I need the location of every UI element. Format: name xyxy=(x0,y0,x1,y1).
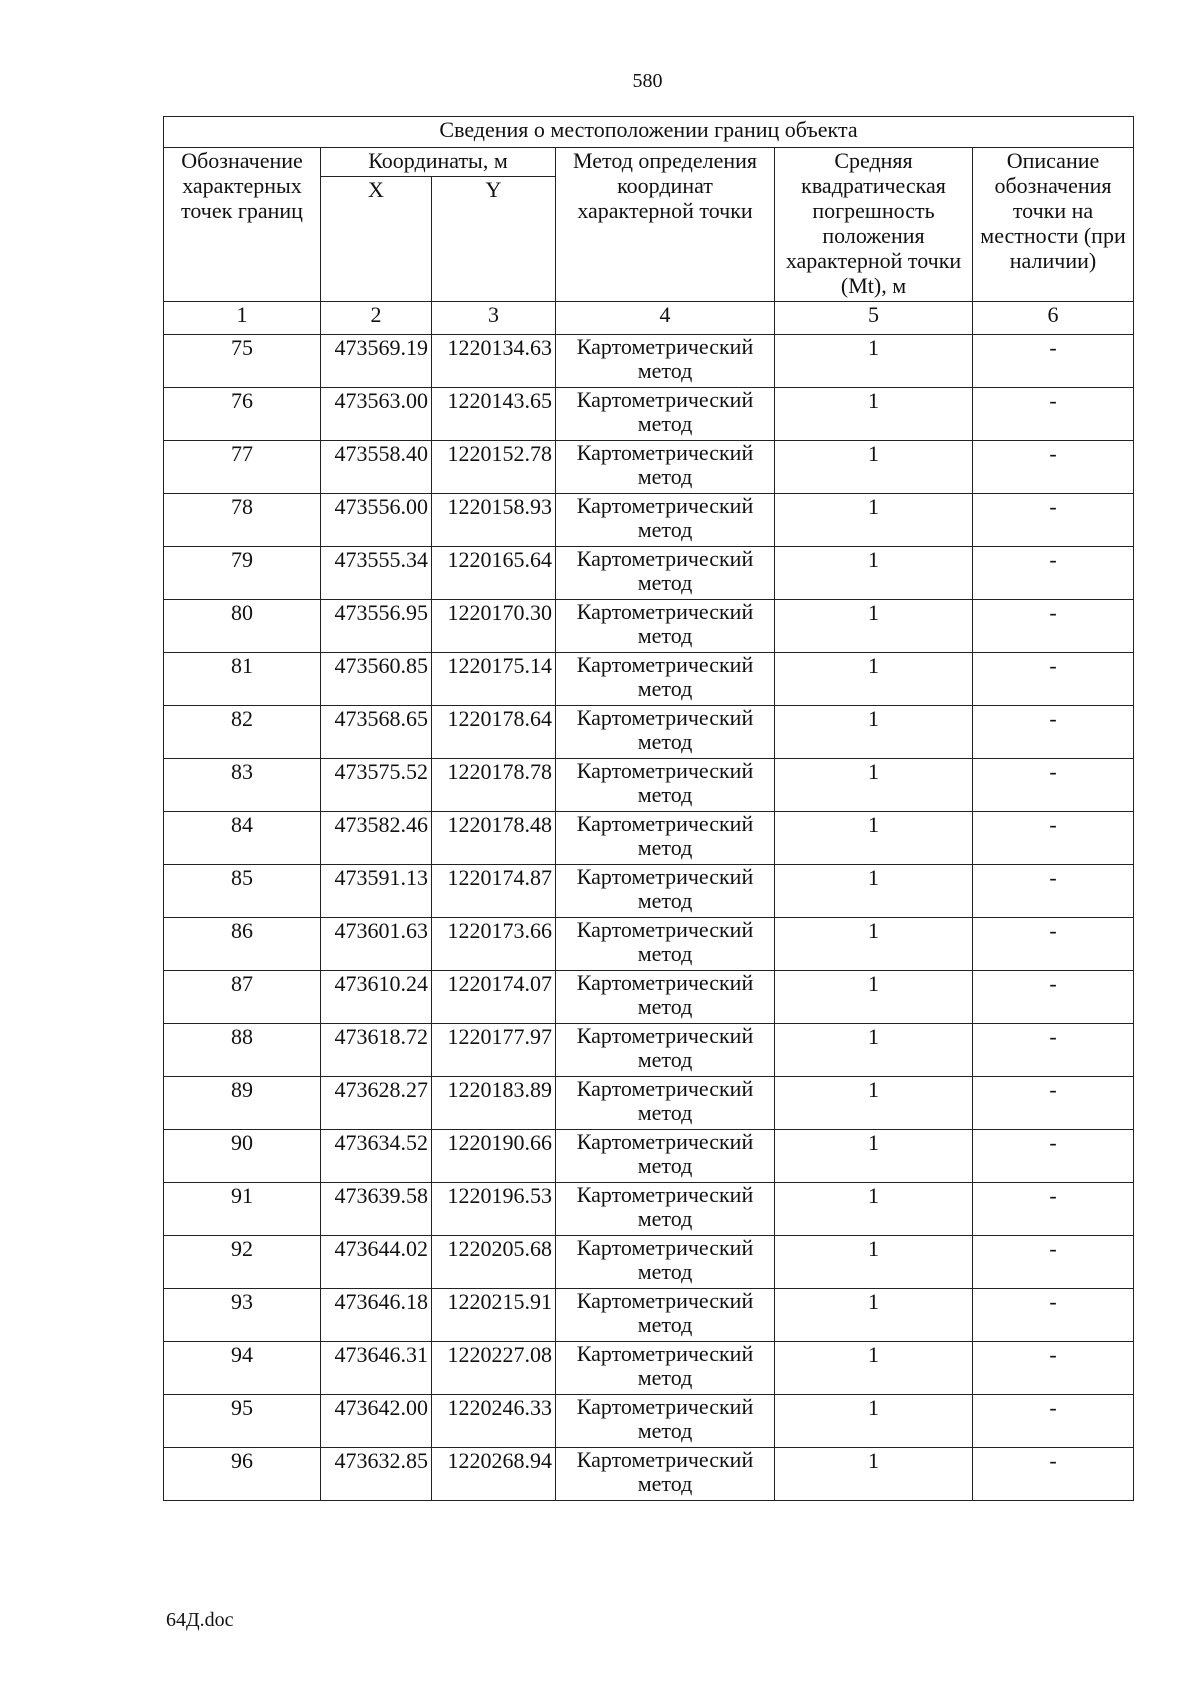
table-row xyxy=(164,759,1134,812)
point-id-cell: 89 xyxy=(164,1077,321,1130)
table-row xyxy=(164,547,1134,600)
y-coordinate-cell: 1220158.93 xyxy=(432,494,556,547)
description-cell: - xyxy=(973,1024,1134,1077)
y-coordinate-cell: 1220178.48 xyxy=(432,812,556,865)
mean-error-cell: 1 xyxy=(775,388,973,441)
mean-error-cell: 1 xyxy=(775,1395,973,1448)
description-cell: - xyxy=(973,1289,1134,1342)
page-number: 580 xyxy=(632,70,663,92)
method-cell: Картометрический метод xyxy=(556,706,775,759)
method-cell: Картометрический метод xyxy=(556,547,775,600)
description-cell: - xyxy=(973,1342,1134,1395)
x-coordinate-cell: 473628.27 xyxy=(321,1077,432,1130)
description-cell: - xyxy=(973,918,1134,971)
y-coordinate-cell: 1220170.30 xyxy=(432,600,556,653)
description-cell: - xyxy=(973,1130,1134,1183)
description-cell: - xyxy=(973,653,1134,706)
table-row xyxy=(164,865,1134,918)
description-cell: - xyxy=(973,812,1134,865)
method-cell: Картометрический метод xyxy=(556,1448,775,1501)
method-cell: Картометрический метод xyxy=(556,1342,775,1395)
y-coordinate-cell: 1220174.87 xyxy=(432,865,556,918)
description-cell: - xyxy=(973,706,1134,759)
point-id-cell: 76 xyxy=(164,388,321,441)
description-cell: - xyxy=(973,1236,1134,1289)
y-coordinate-cell: 1220143.65 xyxy=(432,388,556,441)
y-coordinate-cell: 1220215.91 xyxy=(432,1289,556,1342)
x-coordinate-cell: 473568.65 xyxy=(321,706,432,759)
header-point-designation: Обозначение характерных точек границ xyxy=(164,148,321,302)
point-id-cell: 82 xyxy=(164,706,321,759)
y-coordinate-cell: 1220227.08 xyxy=(432,1342,556,1395)
mean-error-cell: 1 xyxy=(775,706,973,759)
point-id-cell: 96 xyxy=(164,1448,321,1501)
table-row xyxy=(164,918,1134,971)
description-cell: - xyxy=(973,1183,1134,1236)
x-coordinate-cell: 473634.52 xyxy=(321,1130,432,1183)
description-cell: - xyxy=(973,388,1134,441)
mean-error-cell: 1 xyxy=(775,1448,973,1501)
x-coordinate-cell: 473575.52 xyxy=(321,759,432,812)
table-row xyxy=(164,1342,1134,1395)
header-row xyxy=(164,148,1134,177)
column-number: 5 xyxy=(775,302,973,335)
point-id-cell: 87 xyxy=(164,971,321,1024)
footer-filename: 64Д.doc xyxy=(166,1609,234,1631)
method-cell: Картометрический метод xyxy=(556,918,775,971)
point-id-cell: 81 xyxy=(164,653,321,706)
table-row xyxy=(164,653,1134,706)
x-coordinate-cell: 473582.46 xyxy=(321,812,432,865)
mean-error-cell: 1 xyxy=(775,547,973,600)
method-cell: Картометрический метод xyxy=(556,1289,775,1342)
table-row xyxy=(164,1130,1134,1183)
x-coordinate-cell: 473591.13 xyxy=(321,865,432,918)
mean-error-cell: 1 xyxy=(775,600,973,653)
y-coordinate-cell: 1220174.07 xyxy=(432,971,556,1024)
point-id-cell: 93 xyxy=(164,1289,321,1342)
mean-error-cell: 1 xyxy=(775,918,973,971)
header-description: Описание обозначения точки на местности (при наличии) xyxy=(973,148,1134,302)
point-id-cell: 94 xyxy=(164,1342,321,1395)
header-mean-error: Средняя квадратическая погрешность положения характерной точки (Mt), м xyxy=(775,148,973,302)
point-id-cell: 91 xyxy=(164,1183,321,1236)
description-cell: - xyxy=(973,335,1134,388)
table-row xyxy=(164,1236,1134,1289)
description-cell: - xyxy=(973,441,1134,494)
mean-error-cell: 1 xyxy=(775,812,973,865)
header-coordinates: Координаты, м xyxy=(321,148,556,177)
mean-error-cell: 1 xyxy=(775,971,973,1024)
header-y: Y xyxy=(432,177,556,302)
mean-error-cell: 1 xyxy=(775,1236,973,1289)
table-row xyxy=(164,335,1134,388)
point-id-cell: 78 xyxy=(164,494,321,547)
table-row xyxy=(164,1448,1134,1501)
description-cell: - xyxy=(973,971,1134,1024)
x-coordinate-cell: 473569.19 xyxy=(321,335,432,388)
column-number: 4 xyxy=(556,302,775,335)
table-body xyxy=(164,335,1134,1501)
method-cell: Картометрический метод xyxy=(556,494,775,547)
mean-error-cell: 1 xyxy=(775,1342,973,1395)
method-cell: Картометрический метод xyxy=(556,1024,775,1077)
x-coordinate-cell: 473646.18 xyxy=(321,1289,432,1342)
y-coordinate-cell: 1220177.97 xyxy=(432,1024,556,1077)
x-coordinate-cell: 473644.02 xyxy=(321,1236,432,1289)
column-number: 3 xyxy=(432,302,556,335)
point-id-cell: 79 xyxy=(164,547,321,600)
column-number: 2 xyxy=(321,302,432,335)
point-id-cell: 80 xyxy=(164,600,321,653)
column-number: 6 xyxy=(973,302,1134,335)
method-cell: Картометрический метод xyxy=(556,1236,775,1289)
x-coordinate-cell: 473555.34 xyxy=(321,547,432,600)
table-row xyxy=(164,600,1134,653)
x-coordinate-cell: 473556.95 xyxy=(321,600,432,653)
description-cell: - xyxy=(973,1077,1134,1130)
y-coordinate-cell: 1220152.78 xyxy=(432,441,556,494)
y-coordinate-cell: 1220183.89 xyxy=(432,1077,556,1130)
point-id-cell: 85 xyxy=(164,865,321,918)
method-cell: Картометрический метод xyxy=(556,971,775,1024)
description-cell: - xyxy=(973,547,1134,600)
point-id-cell: 75 xyxy=(164,335,321,388)
mean-error-cell: 1 xyxy=(775,1130,973,1183)
mean-error-cell: 1 xyxy=(775,759,973,812)
table-row xyxy=(164,1077,1134,1130)
description-cell: - xyxy=(973,600,1134,653)
y-coordinate-cell: 1220268.94 xyxy=(432,1448,556,1501)
method-cell: Картометрический метод xyxy=(556,441,775,494)
table-row xyxy=(164,1183,1134,1236)
table-row xyxy=(164,441,1134,494)
table-caption: Сведения о местоположении границ объекта xyxy=(164,117,1134,148)
y-coordinate-cell: 1220190.66 xyxy=(432,1130,556,1183)
mean-error-cell: 1 xyxy=(775,653,973,706)
y-coordinate-cell: 1220205.68 xyxy=(432,1236,556,1289)
y-coordinate-cell: 1220175.14 xyxy=(432,653,556,706)
y-coordinate-cell: 1220246.33 xyxy=(432,1395,556,1448)
y-coordinate-cell: 1220178.78 xyxy=(432,759,556,812)
x-coordinate-cell: 473560.85 xyxy=(321,653,432,706)
method-cell: Картометрический метод xyxy=(556,1395,775,1448)
mean-error-cell: 1 xyxy=(775,1077,973,1130)
method-cell: Картометрический метод xyxy=(556,1183,775,1236)
point-id-cell: 90 xyxy=(164,1130,321,1183)
y-coordinate-cell: 1220134.63 xyxy=(432,335,556,388)
mean-error-cell: 1 xyxy=(775,1183,973,1236)
x-coordinate-cell: 473610.24 xyxy=(321,971,432,1024)
column-number: 1 xyxy=(164,302,321,335)
y-coordinate-cell: 1220196.53 xyxy=(432,1183,556,1236)
boundary-table xyxy=(163,116,1134,1501)
description-cell: - xyxy=(973,494,1134,547)
point-id-cell: 83 xyxy=(164,759,321,812)
description-cell: - xyxy=(973,759,1134,812)
description-cell: - xyxy=(973,1448,1134,1501)
table-row xyxy=(164,812,1134,865)
table-row xyxy=(164,494,1134,547)
table-row xyxy=(164,388,1134,441)
table-row xyxy=(164,1395,1134,1448)
method-cell: Картометрический метод xyxy=(556,1077,775,1130)
method-cell: Картометрический метод xyxy=(556,600,775,653)
mean-error-cell: 1 xyxy=(775,1024,973,1077)
table-caption-row xyxy=(164,117,1134,148)
mean-error-cell: 1 xyxy=(775,335,973,388)
table-row xyxy=(164,1024,1134,1077)
point-id-cell: 95 xyxy=(164,1395,321,1448)
point-id-cell: 86 xyxy=(164,918,321,971)
description-cell: - xyxy=(973,865,1134,918)
y-coordinate-cell: 1220173.66 xyxy=(432,918,556,971)
x-coordinate-cell: 473618.72 xyxy=(321,1024,432,1077)
y-coordinate-cell: 1220165.64 xyxy=(432,547,556,600)
x-coordinate-cell: 473639.58 xyxy=(321,1183,432,1236)
x-coordinate-cell: 473632.85 xyxy=(321,1448,432,1501)
y-coordinate-cell: 1220178.64 xyxy=(432,706,556,759)
method-cell: Картометрический метод xyxy=(556,335,775,388)
x-coordinate-cell: 473563.00 xyxy=(321,388,432,441)
method-cell: Картометрический метод xyxy=(556,388,775,441)
method-cell: Картометрический метод xyxy=(556,865,775,918)
table-row xyxy=(164,706,1134,759)
method-cell: Картометрический метод xyxy=(556,1130,775,1183)
point-id-cell: 88 xyxy=(164,1024,321,1077)
mean-error-cell: 1 xyxy=(775,494,973,547)
method-cell: Картометрический метод xyxy=(556,759,775,812)
point-id-cell: 77 xyxy=(164,441,321,494)
table-row xyxy=(164,1289,1134,1342)
method-cell: Картометрический метод xyxy=(556,812,775,865)
column-number-row xyxy=(164,302,1134,335)
x-coordinate-cell: 473601.63 xyxy=(321,918,432,971)
point-id-cell: 92 xyxy=(164,1236,321,1289)
mean-error-cell: 1 xyxy=(775,865,973,918)
mean-error-cell: 1 xyxy=(775,441,973,494)
point-id-cell: 84 xyxy=(164,812,321,865)
header-x: X xyxy=(321,177,432,302)
description-cell: - xyxy=(973,1395,1134,1448)
x-coordinate-cell: 473646.31 xyxy=(321,1342,432,1395)
x-coordinate-cell: 473642.00 xyxy=(321,1395,432,1448)
x-coordinate-cell: 473558.40 xyxy=(321,441,432,494)
table-row xyxy=(164,971,1134,1024)
x-coordinate-cell: 473556.00 xyxy=(321,494,432,547)
method-cell: Картометрический метод xyxy=(556,653,775,706)
header-method: Метод определения координат характерной точки xyxy=(556,148,775,302)
mean-error-cell: 1 xyxy=(775,1289,973,1342)
